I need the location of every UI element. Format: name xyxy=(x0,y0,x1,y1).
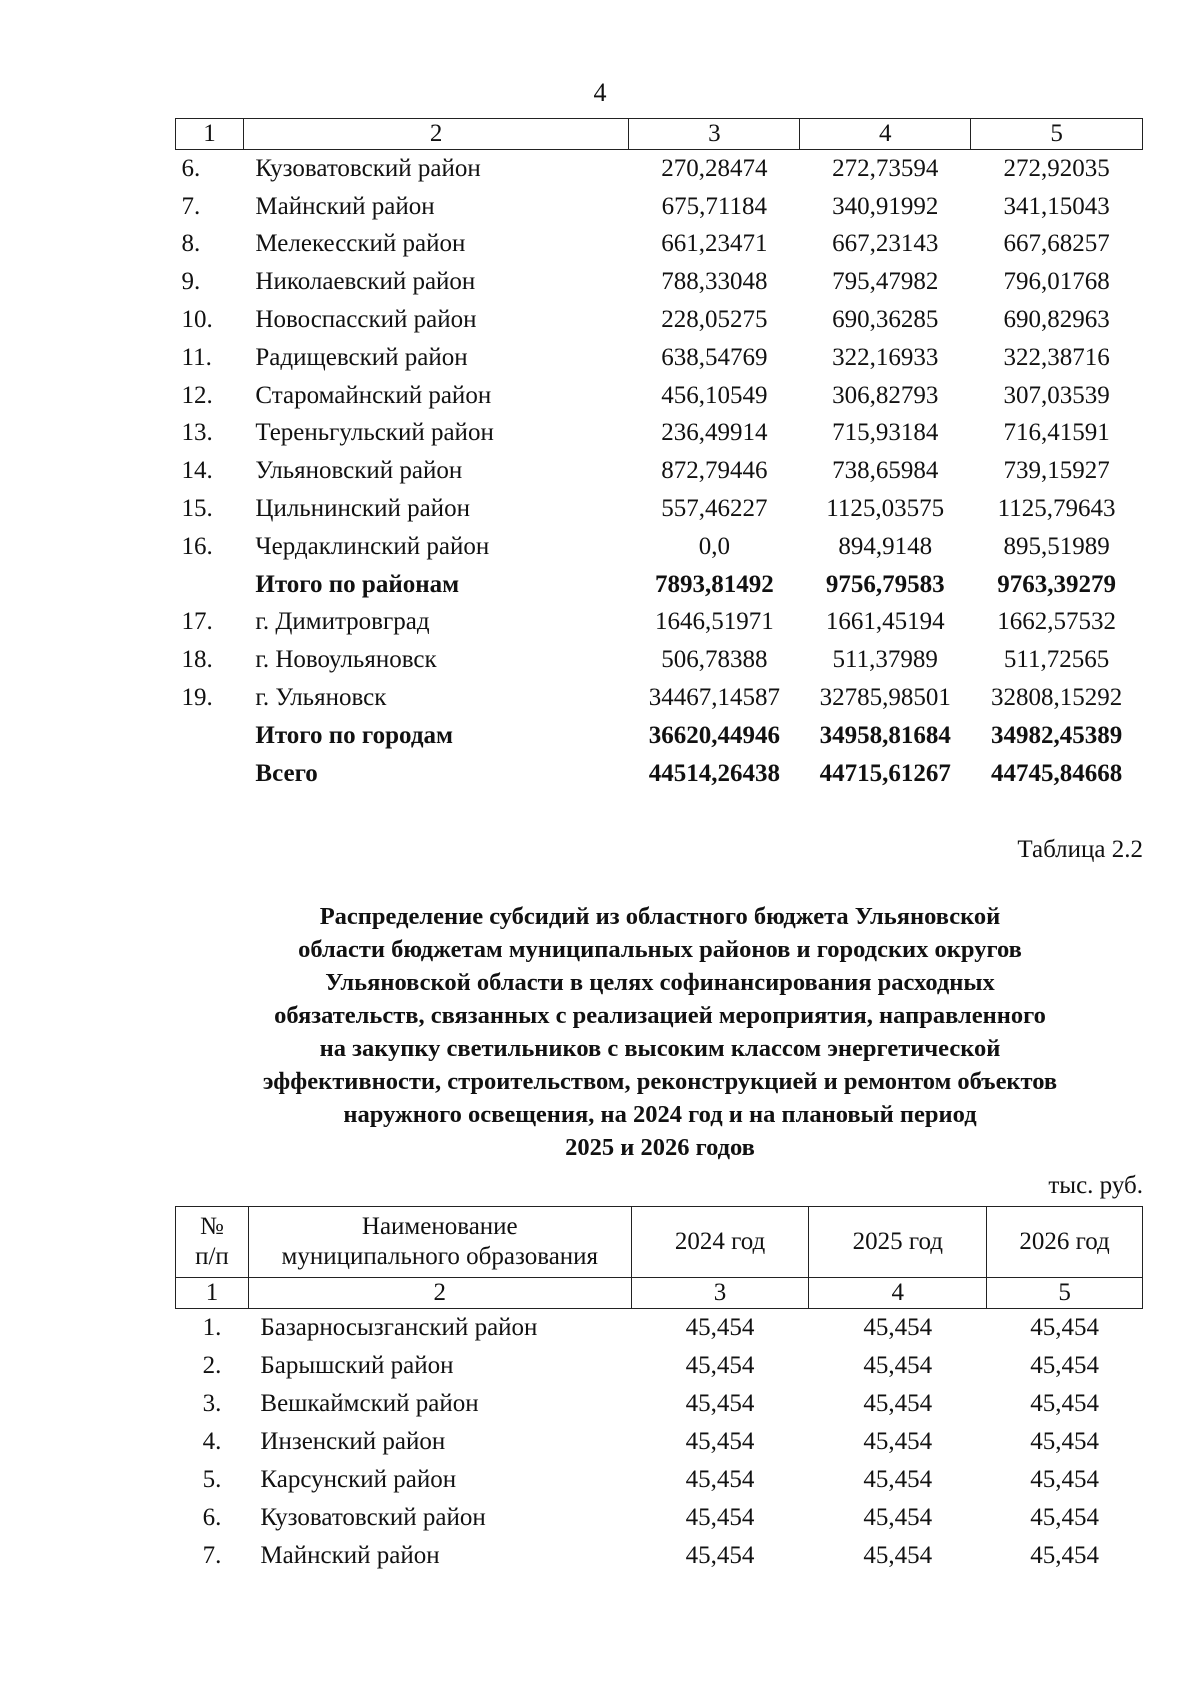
row-number: 18. xyxy=(181,646,213,674)
table-row xyxy=(176,188,1143,226)
row-number xyxy=(176,717,244,755)
row-number: 3. xyxy=(202,1390,222,1417)
value-2026: 739,15927 xyxy=(1003,457,1110,485)
value-2026: 1125,79643 xyxy=(997,495,1116,523)
row-name: Итого по городам xyxy=(255,721,454,749)
value-2024: 45,454 xyxy=(685,1390,755,1417)
value-2026: 45,454 xyxy=(1030,1390,1099,1417)
title-line: Распределение субсидий из областного бюджета Ульяновской xyxy=(319,903,1001,930)
value-2025: 32785,98501 xyxy=(819,684,951,712)
value-2024: 7893,81492 xyxy=(654,570,774,598)
table-row xyxy=(176,641,1143,679)
value-2026: 322,38716 xyxy=(1003,343,1110,371)
table-row xyxy=(176,301,1143,339)
value-2025: 45,454 xyxy=(863,1466,933,1493)
value-2024: 557,46227 xyxy=(661,495,768,523)
row-name: Чердаклинский район xyxy=(255,532,490,560)
row-name: Николаевский район xyxy=(255,268,476,296)
table-row xyxy=(176,226,1143,264)
value-2026: 45,454 xyxy=(1030,1428,1099,1455)
header-name-line1: Наименование xyxy=(361,1213,518,1240)
index-cell: 3 xyxy=(631,1278,809,1309)
header-2025: 2025 год xyxy=(809,1207,987,1278)
row-name: Кузоватовский район xyxy=(255,154,481,182)
row-name: Майнский район xyxy=(260,1542,440,1569)
row-number: 13. xyxy=(181,419,213,447)
table-2-header xyxy=(176,1207,1143,1278)
index-cell: 5 xyxy=(987,1278,1143,1309)
title-line: Ульяновской области в целях софинансирования расходных xyxy=(325,969,995,996)
value-2026: 667,68257 xyxy=(1003,230,1110,258)
index-cell: 2 xyxy=(243,119,629,150)
value-2025: 340,91992 xyxy=(832,192,939,220)
value-2024: 270,28474 xyxy=(661,154,768,182)
units-label: тыс. руб. xyxy=(1048,1172,1143,1199)
value-2025: 511,37989 xyxy=(832,646,938,674)
value-2024: 45,454 xyxy=(685,1542,755,1569)
row-number: 5. xyxy=(202,1466,222,1493)
row-name: Ульяновский район xyxy=(255,457,463,485)
row-number: 11. xyxy=(181,343,212,371)
value-2026: 307,03539 xyxy=(1003,381,1110,409)
table-row xyxy=(176,263,1143,301)
row-name: Итого по районам xyxy=(255,570,460,598)
value-2024: 872,79446 xyxy=(661,457,768,485)
index-cell: 4 xyxy=(800,119,971,150)
header-2026: 2026 год xyxy=(987,1207,1143,1278)
table-1-index-header xyxy=(176,119,1143,150)
value-2024: 34467,14587 xyxy=(648,684,780,712)
row-number xyxy=(176,566,244,604)
value-2024: 675,71184 xyxy=(661,192,767,220)
value-2024: 36620,44946 xyxy=(648,721,780,749)
row-name: г. Новоульяновск xyxy=(255,646,437,674)
row-number: 10. xyxy=(181,306,213,334)
header-num xyxy=(176,1207,249,1278)
value-2026: 45,454 xyxy=(1030,1542,1099,1569)
table-row xyxy=(176,717,1143,755)
value-2026: 796,01768 xyxy=(1003,268,1110,296)
index-cell: 5 xyxy=(971,119,1143,150)
value-2025: 306,82793 xyxy=(832,381,939,409)
row-name: г. Димитровград xyxy=(255,608,430,636)
table-row xyxy=(176,415,1143,453)
value-2024: 1646,51971 xyxy=(654,608,774,636)
value-2024: 45,454 xyxy=(685,1352,755,1379)
index-cell: 2 xyxy=(248,1278,631,1309)
value-2026: 272,92035 xyxy=(1003,154,1110,182)
row-number: 1. xyxy=(202,1314,222,1341)
table-row xyxy=(176,1461,1143,1499)
row-name: Вешкаймский район xyxy=(260,1390,479,1417)
row-name: Инзенский район xyxy=(260,1428,446,1455)
row-number: 7. xyxy=(202,1542,222,1569)
row-name: г. Ульяновск xyxy=(255,684,387,712)
table-row xyxy=(176,1423,1143,1461)
row-name: Тереньгульский район xyxy=(255,419,494,447)
table-row xyxy=(176,377,1143,415)
value-2025: 45,454 xyxy=(863,1314,933,1341)
value-2024: 45,454 xyxy=(685,1466,755,1493)
header-num-line2: п/п xyxy=(195,1243,229,1270)
value-2025: 894,9148 xyxy=(838,532,933,560)
header-num-line1: № xyxy=(200,1213,224,1240)
table-row xyxy=(176,755,1143,793)
table-title xyxy=(170,900,1150,1164)
value-2026: 1662,57532 xyxy=(997,608,1116,636)
row-number: 9. xyxy=(181,268,201,296)
index-cell: 1 xyxy=(176,1278,249,1309)
table-row xyxy=(176,452,1143,490)
title-line: обязательств, связанных с реализацией мероприятия, направленного xyxy=(274,1002,1046,1029)
value-2024: 788,33048 xyxy=(661,268,768,296)
value-2024: 228,05275 xyxy=(661,306,768,334)
row-number: 19. xyxy=(181,684,213,712)
value-2025: 667,23143 xyxy=(832,230,939,258)
row-number: 6. xyxy=(202,1504,222,1531)
title-line: на закупку светильников с высоким классом энергетической xyxy=(319,1035,1001,1062)
value-2025: 34958,81684 xyxy=(819,721,951,749)
header-name-line2: муниципального образования xyxy=(281,1243,599,1270)
value-2025: 738,65984 xyxy=(832,457,939,485)
table-row xyxy=(176,150,1143,188)
value-2024: 456,10549 xyxy=(661,381,768,409)
value-2026: 45,454 xyxy=(1030,1314,1099,1341)
index-cell: 3 xyxy=(629,119,800,150)
value-2025: 322,16933 xyxy=(832,343,939,371)
value-2025: 9756,79583 xyxy=(825,570,945,598)
value-2025: 272,73594 xyxy=(832,154,939,182)
row-name: Карсунский район xyxy=(260,1466,457,1493)
table-row xyxy=(176,604,1143,642)
row-number: 8. xyxy=(181,230,201,258)
title-line: наружного освещения, на 2024 год и на плановый период xyxy=(343,1101,977,1128)
header-name xyxy=(248,1207,631,1278)
value-2026: 44745,84668 xyxy=(990,759,1123,787)
value-2024: 661,23471 xyxy=(661,230,768,258)
value-2026: 716,41591 xyxy=(1003,419,1110,447)
row-number: 7. xyxy=(181,192,201,220)
value-2026: 45,454 xyxy=(1030,1466,1099,1493)
table-row xyxy=(176,490,1143,528)
value-2024: 0,0 xyxy=(698,532,730,560)
table-row xyxy=(176,1499,1143,1537)
value-2026: 341,15043 xyxy=(1003,192,1110,220)
title-line: эффективности, строительством, реконструкцией и ремонтом объектов xyxy=(262,1068,1058,1095)
title-line: 2025 и 2026 годов xyxy=(565,1134,755,1161)
value-2024: 45,454 xyxy=(685,1504,755,1531)
value-2026: 511,72565 xyxy=(1003,646,1110,674)
page-number: 4 xyxy=(593,78,607,107)
table-label: Таблица 2.2 xyxy=(1017,836,1143,863)
value-2025: 795,47982 xyxy=(832,268,939,296)
value-2025: 45,454 xyxy=(863,1504,933,1531)
row-number: 6. xyxy=(181,154,201,182)
value-2025: 45,454 xyxy=(863,1390,933,1417)
row-name: Мелекесский район xyxy=(255,230,466,258)
row-name: Цильнинский район xyxy=(255,495,470,523)
table-2 xyxy=(175,1206,1143,1575)
value-2024: 506,78388 xyxy=(661,646,768,674)
row-number: 16. xyxy=(181,532,213,560)
row-name: Всего xyxy=(255,759,318,787)
row-number: 2. xyxy=(202,1352,222,1379)
value-2025: 1125,03575 xyxy=(826,495,945,523)
table-row xyxy=(176,679,1143,717)
table-1-continuation xyxy=(175,118,1143,793)
title-line: области бюджетам муниципальных районов и городских округов xyxy=(298,936,1022,963)
table-row xyxy=(176,1309,1143,1348)
value-2025: 690,36285 xyxy=(832,306,939,334)
header-2024: 2024 год xyxy=(631,1207,809,1278)
value-2026: 45,454 xyxy=(1030,1352,1099,1379)
table-row xyxy=(176,1385,1143,1423)
row-name: Базарносызганский район xyxy=(260,1314,538,1341)
row-name: Кузоватовский район xyxy=(260,1504,486,1531)
row-number: 15. xyxy=(181,495,213,523)
value-2026: 45,454 xyxy=(1030,1504,1099,1531)
row-name: Майнский район xyxy=(255,192,435,220)
value-2025: 45,454 xyxy=(863,1542,933,1569)
table-row xyxy=(176,1347,1143,1385)
value-2024: 638,54769 xyxy=(661,343,768,371)
value-2024: 236,49914 xyxy=(661,419,768,447)
row-name: Старомайнский район xyxy=(255,381,492,409)
value-2025: 1661,45194 xyxy=(825,608,945,636)
row-number: 14. xyxy=(181,457,213,485)
row-number: 12. xyxy=(181,381,213,409)
index-cell: 1 xyxy=(176,119,244,150)
value-2026: 32808,15292 xyxy=(990,684,1123,712)
value-2025: 45,454 xyxy=(863,1352,933,1379)
table-row xyxy=(176,528,1143,566)
value-2026: 895,51989 xyxy=(1003,532,1110,560)
row-number xyxy=(176,755,244,793)
table-row xyxy=(176,1537,1143,1575)
row-name: Радищевский район xyxy=(255,343,468,371)
value-2025: 45,454 xyxy=(863,1428,933,1455)
row-number: 4. xyxy=(202,1428,222,1455)
value-2025: 715,93184 xyxy=(832,419,939,447)
table-row xyxy=(176,566,1143,604)
value-2026: 690,82963 xyxy=(1003,306,1110,334)
value-2026: 9763,39279 xyxy=(997,570,1116,598)
row-name: Барышский район xyxy=(260,1352,454,1379)
value-2026: 34982,45389 xyxy=(990,721,1123,749)
row-name: Новоспасский район xyxy=(255,306,477,334)
index-cell: 4 xyxy=(809,1278,987,1309)
table-2-index-header xyxy=(176,1278,1143,1309)
value-2025: 44715,61267 xyxy=(819,759,951,787)
table-row xyxy=(176,339,1143,377)
value-2024: 45,454 xyxy=(685,1428,755,1455)
row-number: 17. xyxy=(181,608,213,636)
value-2024: 45,454 xyxy=(685,1314,755,1341)
value-2024: 44514,26438 xyxy=(648,759,780,787)
